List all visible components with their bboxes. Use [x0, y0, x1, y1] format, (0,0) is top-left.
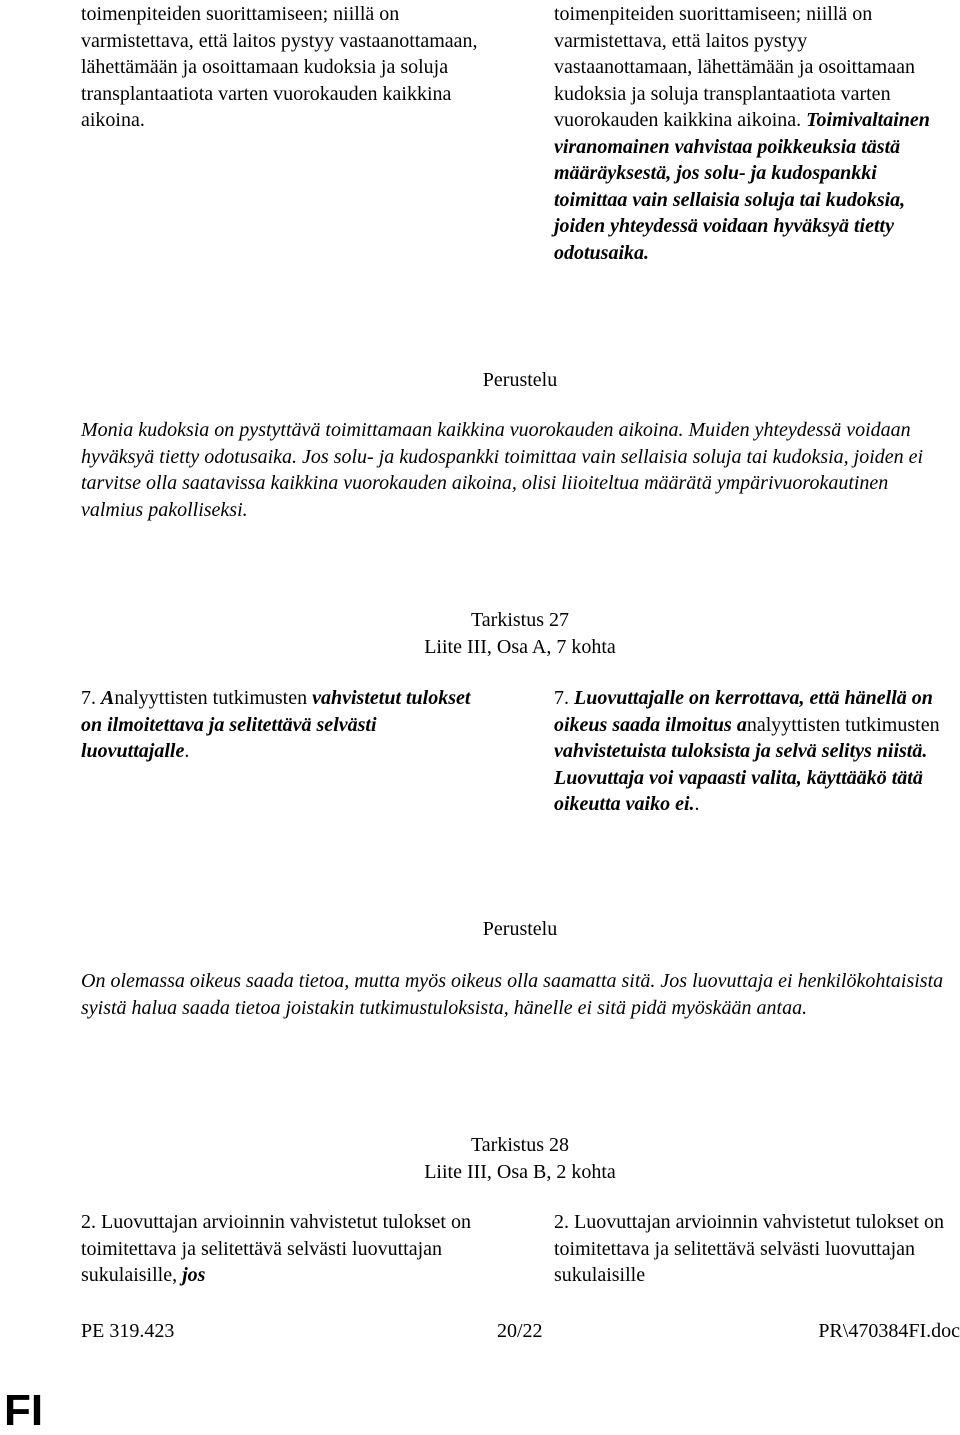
amendment-27-right-end: . [694, 793, 700, 815]
amendment-27-left-end: . [184, 740, 190, 762]
amendment-27-right-number: 7. [554, 687, 569, 709]
amendment-28-right [554, 1209, 946, 1289]
amendment-27-title: Tarkistus 27 [470, 609, 570, 631]
justification-1-heading: Perustelu [482, 369, 558, 391]
amendment-27-right [554, 685, 946, 818]
top-left-text: toimenpiteiden suorittamiseen; niillä on varmistettava, että laitos pystyy vastaanottamaan, lähettämään ja osoittamaan kudoksia ja soluja transplantaatiota varten vuorokauden kaikkina aikoina. [81, 3, 478, 131]
amendment-28-left-deleted: jos [182, 1264, 206, 1286]
top-right-text: toimenpiteiden suorittamiseen; niillä on varmistettava, että laitos pystyy vastaanottamaan, lähettämään ja osoittamaan kudoksia ja soluja transplantaatiota varten vuorokauden kaikkina aikoina. [554, 3, 915, 131]
amendment-27-right-mid: nalyyttisten tutkimusten [746, 713, 940, 736]
justification-2-heading: Perustelu [482, 918, 558, 940]
amendment-27-right-a: a [736, 713, 747, 736]
justification-1-part1: Monia kudoksia on pystyttävä toimittamaan kaikkina vuorokauden aikoina. Muiden yhteydessä voidaan hyväksyä tietty odotusaika. [81, 419, 911, 468]
footer-doc-number: PE 319.423 [81, 1320, 175, 1342]
amendment-27-left-number: 7. [81, 687, 96, 709]
amendment-27-left-a: A [101, 687, 115, 709]
amendment-27-left-mid: nalyyttisten tutkimusten [114, 687, 308, 709]
top-left-column [81, 1, 481, 134]
footer-file-name: PR\470384FI.doc [818, 1320, 960, 1342]
language-code: FI [4, 1386, 44, 1435]
amendment-27-right-added-2: vahvistetuista tuloksista ja selvä selitys niistä. Luovuttaja voi vapaasti valita, käyttääkö tätä oikeutta vaiko ei. [554, 740, 928, 815]
amendment-28-left-text: 2. Luovuttajan arvioinnin vahvistetut tulokset on toimitettava ja selitettävä selvästi luovuttajan sukulaisille, [81, 1211, 471, 1286]
amendment-27-reference: Liite III, Osa A, 7 kohta [424, 636, 616, 658]
amendment-28-left [81, 1209, 481, 1289]
justification-2-text: On olemassa oikeus saada tietoa, mutta myös oikeus olla saamatta sitä. Jos luovuttaja ei henkilökohtaisista syistä halua saada tietoa joistakin tutkimustuloksista, hänelle ei sitä pidä myöskään antaa. [81, 970, 944, 1019]
top-right-added-text: Toimivaltainen viranomainen vahvistaa poikkeuksia tästä määräyksestä, jos solu- ja kudospankki toimittaa vain sellaisia soluja tai kudoksia, joiden yhteydessä voidaan hyväksyä tietty odotusaika. [554, 109, 930, 264]
amendment-28-right-text: 2. Luovuttajan arvioinnin vahvistetut tulokset on toimitettava ja selitettävä selvästi luovuttajan sukulaisille [554, 1211, 944, 1286]
top-right-column [554, 1, 946, 266]
amendment-27-right-added-1: Luovuttajalle on kerrottava, että hänellä on oikeus saada ilmoitus [554, 687, 933, 736]
justification-1-body [81, 417, 951, 523]
amendment-28-reference: Liite III, Osa B, 2 kohta [424, 1161, 616, 1183]
amendment-27-left [81, 685, 481, 765]
justification-2-body [81, 968, 951, 1021]
justification-1-part2: Jos solu- ja kudospankki toimittaa vain sellaisia soluja tai kudoksia, joiden ei tarvitse olla saatavissa kaikkina vuorokauden aikoina, olisi liioiteltua määrätä ympärivuorokautinen valmius pakolliseksi. [81, 445, 924, 521]
amendment-27-left-deleted: vahvistetut tulokset on ilmoitettava ja selitettävä selvästi luovuttajalle [81, 687, 471, 762]
amendment-28-title: Tarkistus 28 [470, 1134, 570, 1156]
footer-page-number: 20/22 [497, 1320, 543, 1342]
top-right-paragraph [554, 1, 946, 266]
